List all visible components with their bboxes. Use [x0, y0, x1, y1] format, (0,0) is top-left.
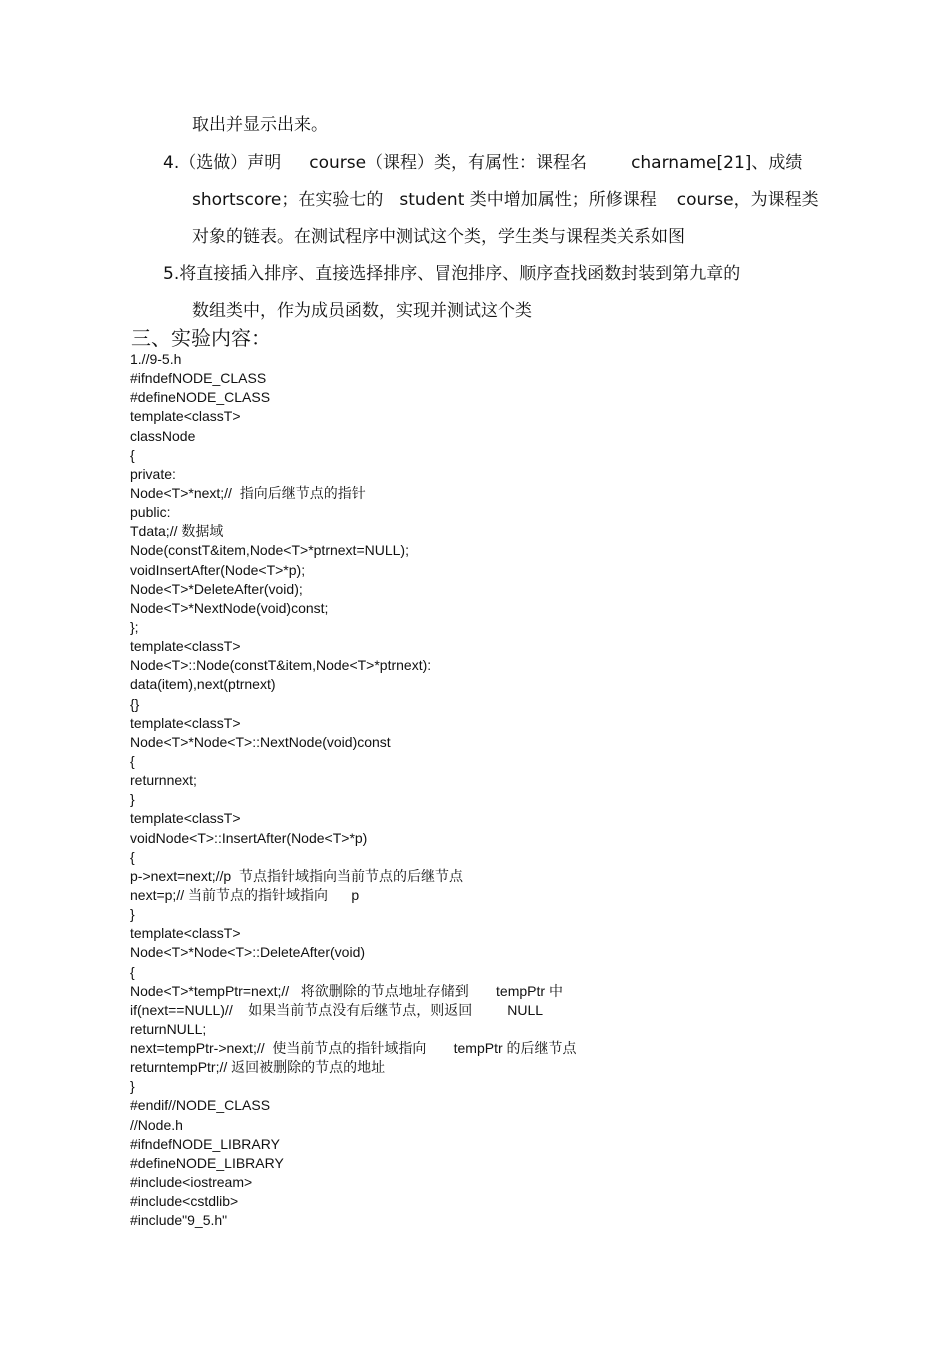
code-line: #defineNODE_CLASS [130, 389, 271, 406]
section-heading: 三、实验内容： [131, 326, 271, 350]
code-line: }; [130, 618, 139, 635]
code-line: Tdata;// 数据域 [130, 523, 224, 540]
code-line: //Node.h [130, 1116, 183, 1133]
code-line: #ifndefNODE_CLASS [130, 370, 267, 387]
code-line: {} [130, 695, 140, 712]
code-line: voidNode<T>::InsertAfter(Node<T>*p) [130, 829, 368, 846]
item-4-text-d: shortscore；在实验七的 [192, 190, 384, 210]
code-line: { [130, 446, 135, 463]
code-line: Node<T>::Node(constT&item,Node<T>*ptrnext): [130, 657, 432, 674]
code-line: Node<T>*tempPtr=next;// 将欲删除的节点地址存储到 tempPtr 中 [130, 982, 563, 999]
code-line: #endif//NODE_CLASS [130, 1097, 271, 1114]
code-line: } [130, 791, 135, 808]
code-line: returnnext; [130, 772, 197, 789]
code-line: Node(constT&item,Node<T>*ptrnext=NULL); [130, 542, 409, 559]
code-line: { [130, 752, 135, 769]
code-line: } [130, 906, 135, 923]
code-line: #defineNODE_LIBRARY [130, 1154, 284, 1171]
code-line: voidInsertAfter(Node<T>*p); [130, 561, 306, 578]
code-line: #include<cstdlib> [130, 1193, 239, 1210]
item-5-line-1: 5.将直接插入排序、直接选择排序、冒泡排序、顺序查找函数封装到第九章的 [163, 264, 741, 284]
code-line: p->next=next;//p 节点指针域指向当前节点的后继节点 [130, 867, 463, 884]
code-listing [130, 350, 577, 1230]
item-4-text-e: student 类中增加属性；所修课程 [399, 190, 657, 210]
code-line: classNode [130, 427, 196, 444]
code-line: returnNULL; [130, 1020, 207, 1037]
code-line: } [130, 1078, 135, 1095]
item-4-text-b: course（课程）类，有属性：课程名 [309, 153, 588, 173]
item-4-text-a: 4.（选做）声明 [163, 153, 282, 173]
code-line: { [130, 848, 135, 865]
code-line: next=tempPtr->next;// 使当前节点的指针域指向 tempPtr 的后继节点 [130, 1040, 577, 1057]
code-line: #ifndefNODE_LIBRARY [130, 1135, 280, 1152]
code-line: Node<T>*next;// 指向后继节点的指针 [130, 484, 366, 501]
code-line: private: [130, 465, 176, 482]
item-4-line-1 [163, 152, 802, 174]
code-line: next=p;// 当前节点的指针域指向 p [130, 886, 360, 903]
paragraph-continuation: 取出并显示出来。 [192, 115, 328, 135]
code-line: template<classT> [130, 638, 241, 655]
code-line: template<classT> [130, 408, 241, 425]
code-line: public: [130, 504, 171, 521]
code-line: #include<iostream> [130, 1174, 253, 1191]
code-line: returntempPtr;// 返回被删除的节点的地址 [130, 1059, 386, 1076]
code-line: template<classT> [130, 925, 241, 942]
code-line: if(next==NULL)// 如果当前节点没有后继节点，则返回 NULL [130, 1001, 544, 1018]
item-4-line-3: 对象的链表。在测试程序中测试这个类，学生类与课程类关系如图 [192, 227, 685, 247]
code-line: template<classT> [130, 810, 241, 827]
code-line: 1.//9-5.h [130, 351, 182, 367]
code-line: { [130, 963, 135, 980]
code-line: data(item),next(ptrnext) [130, 676, 276, 693]
code-line: Node<T>*NextNode(void)const; [130, 599, 329, 616]
item-4-line-2 [192, 189, 819, 211]
item-4-text-c: charname[21]、成绩 [631, 153, 803, 173]
code-line: #include"9_5.h" [130, 1212, 228, 1229]
code-line: template<classT> [130, 714, 241, 731]
code-line: Node<T>*Node<T>::NextNode(void)const [130, 733, 391, 750]
code-line: Node<T>*DeleteAfter(void); [130, 580, 303, 597]
item-5-line-2: 数组类中，作为成员函数，实现并测试这个类 [192, 301, 532, 321]
item-4-text-f: course，为课程类 [676, 190, 819, 210]
code-line: Node<T>*Node<T>::DeleteAfter(void) [130, 944, 366, 961]
